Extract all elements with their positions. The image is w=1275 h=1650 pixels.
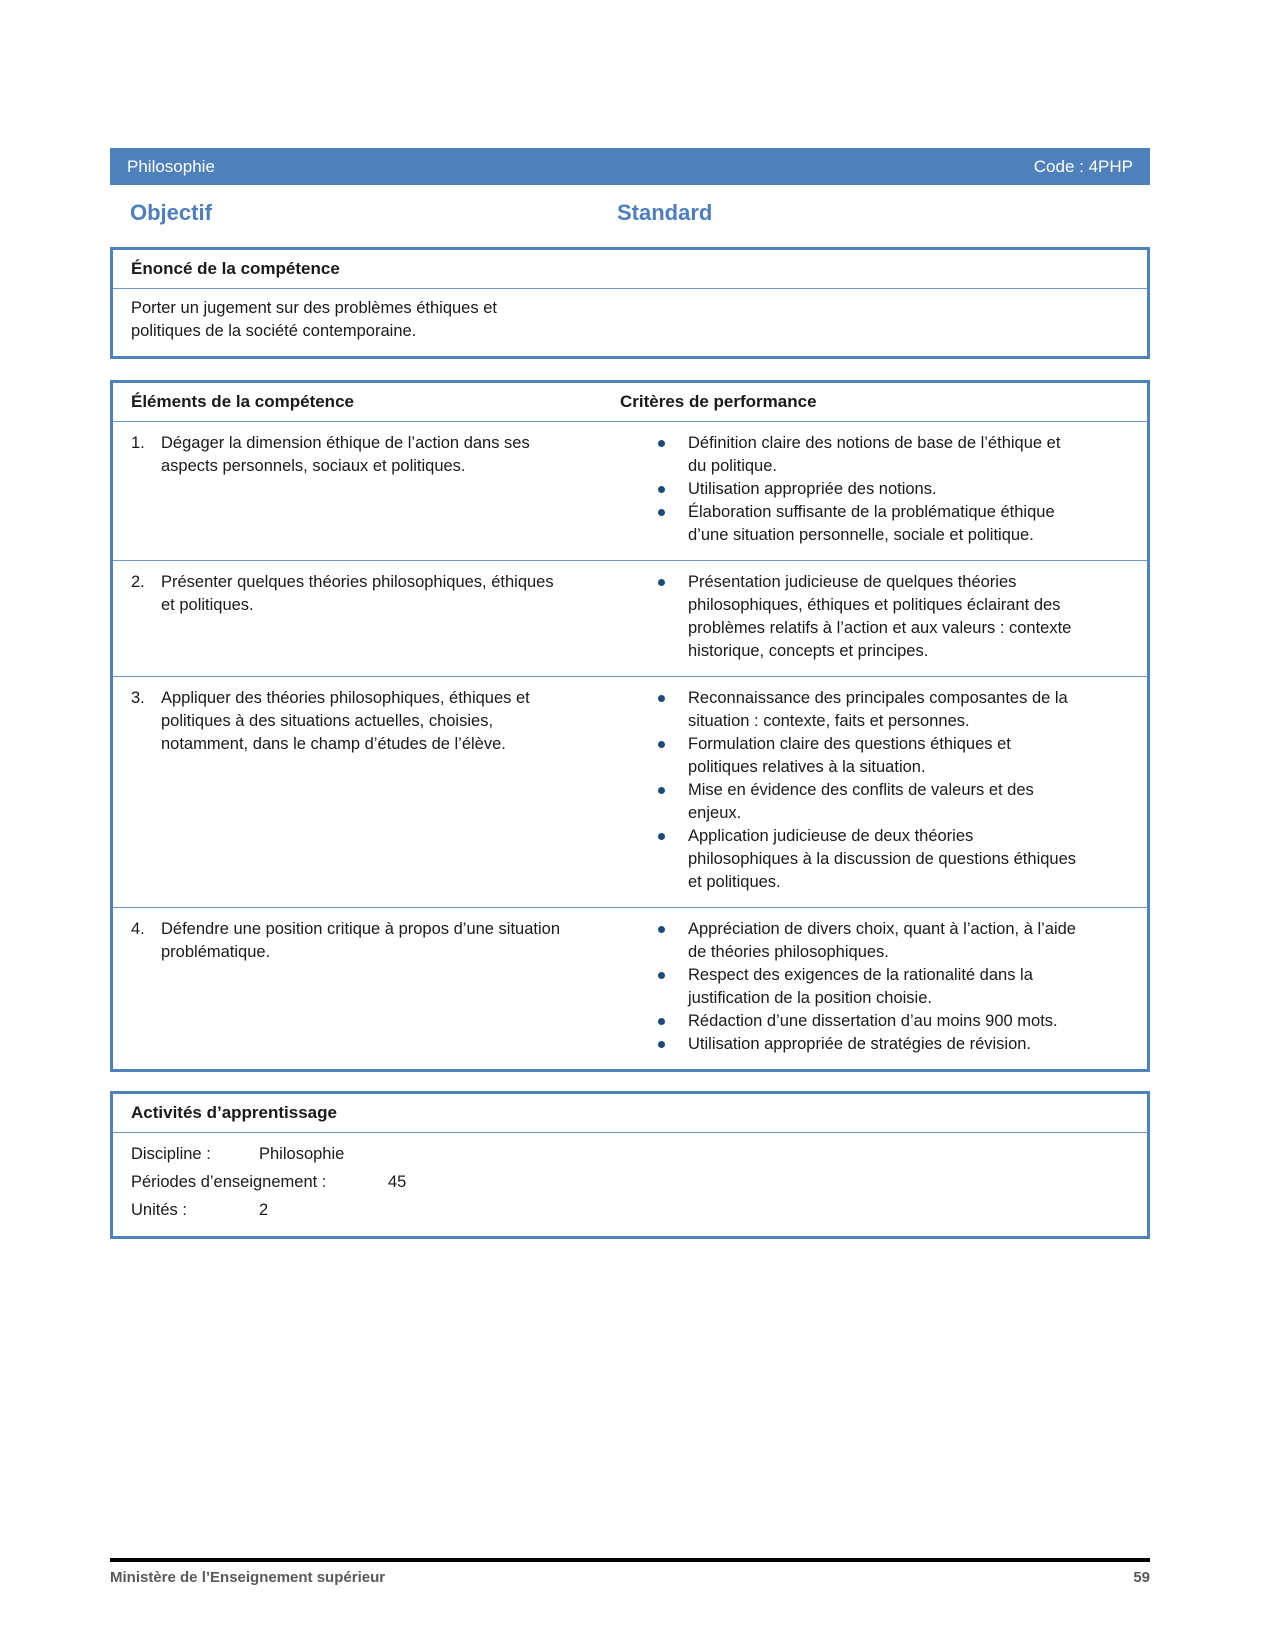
criteria-item <box>658 779 1147 825</box>
element-cell <box>113 687 583 894</box>
heading-objectif: Objectif <box>130 200 212 225</box>
enonce-body <box>113 289 1147 356</box>
criteria-list <box>583 432 1147 547</box>
criteria-item <box>658 733 1147 779</box>
criteria-item <box>658 1033 1147 1056</box>
criteria-item <box>658 571 1147 663</box>
element-number: 1. <box>131 434 145 452</box>
criteria-text: Définition claire des notions de base de l’éthique et du politique. <box>688 434 1061 475</box>
bullet-icon <box>658 579 665 586</box>
criteria-text: Reconnaissance des principales composantes de la situation : contexte, faits et personnes. <box>688 689 1068 730</box>
criteria-list <box>583 571 1147 663</box>
column-header-criteres: Critères de performance <box>620 392 817 411</box>
criteria-item <box>658 964 1147 1010</box>
enonce-text: Porter un jugement sur des problèmes éthiques et politiques de la société contemporaine. <box>131 299 497 340</box>
footer-ministry: Ministère de l’Enseignement supérieur <box>110 1569 386 1586</box>
meta-value: Philosophie <box>259 1145 345 1163</box>
meta-row-periodes <box>131 1168 1129 1196</box>
criteria-text: Présentation judicieuse de quelques théories philosophiques, éthiques et politiques éclairant des problèmes relatifs à l’action et aux valeurs : contexte historique, concepts et principes. <box>688 573 1072 660</box>
footer-page-number: 59 <box>1133 1569 1150 1586</box>
element-number: 4. <box>131 920 145 938</box>
table-row <box>113 676 1147 907</box>
bullet-icon <box>658 1018 665 1025</box>
criteria-item <box>658 918 1147 964</box>
competence-table <box>110 380 1150 1072</box>
bullet-icon <box>658 972 665 979</box>
bullet-icon <box>658 787 665 794</box>
criteria-list <box>583 918 1147 1056</box>
criteria-text: Respect des exigences de la rationalité dans la justification de la position choisie. <box>688 966 1033 1007</box>
criteria-text: Élaboration suffisante de la problématique éthique d’une situation personnelle, sociale et politique. <box>688 503 1055 544</box>
criteria-item <box>658 432 1147 478</box>
bullet-icon <box>658 509 665 516</box>
column-header-elements: Éléments de la compétence <box>131 392 354 411</box>
criteria-text: Application judicieuse de deux théories philosophiques à la discussion de questions éthiques et politiques. <box>688 827 1077 891</box>
element-text: Défendre une position critique à propos d’une situation problématique. <box>161 920 561 961</box>
criteria-text: Utilisation appropriée de stratégies de révision. <box>688 1035 1032 1053</box>
column-headings <box>110 200 1150 232</box>
bullet-icon <box>658 926 665 933</box>
activites-apprentissage-box <box>110 1091 1150 1239</box>
enonce-title: Énoncé de la compétence <box>113 250 1147 289</box>
activites-body <box>113 1133 1147 1236</box>
meta-row-unites <box>131 1196 1129 1224</box>
criteria-text: Formulation claire des questions éthiques et politiques relatives à la situation. <box>688 735 1011 776</box>
bullet-icon <box>658 833 665 840</box>
element-number: 2. <box>131 573 145 591</box>
bullet-icon <box>658 486 665 493</box>
course-code: Code : 4PHP <box>1033 156 1133 176</box>
criteria-text: Utilisation appropriée des notions. <box>688 480 937 498</box>
element-text: Appliquer des théories philosophiques, éthiques et politiques à des situations actuelles, choisies, notamment, dans le champ d’études de l’élève. <box>161 689 530 753</box>
page-footer <box>110 1558 1150 1586</box>
criteria-item <box>658 501 1147 547</box>
competence-table-header <box>113 383 1147 422</box>
meta-label: Périodes d’enseignement : <box>131 1173 327 1191</box>
criteria-item <box>658 1010 1147 1033</box>
heading-standard: Standard <box>617 200 713 225</box>
criteria-list <box>583 687 1147 894</box>
meta-row-discipline <box>131 1140 1129 1168</box>
bullet-icon <box>658 440 665 447</box>
element-cell <box>113 571 583 663</box>
meta-value: 45 <box>388 1173 407 1191</box>
bullet-icon <box>658 741 665 748</box>
criteria-text: Mise en évidence des conflits de valeurs et des enjeux. <box>688 781 1034 822</box>
bullet-icon <box>658 1041 665 1048</box>
course-title: Philosophie <box>127 156 215 176</box>
bullet-icon <box>658 695 665 702</box>
course-header-bar <box>110 148 1150 185</box>
criteria-item <box>658 825 1147 894</box>
enonce-competence-box <box>110 247 1150 359</box>
element-number: 3. <box>131 689 145 707</box>
meta-label: Unités : <box>131 1201 187 1219</box>
element-cell <box>113 432 583 547</box>
table-row <box>113 422 1147 560</box>
table-row <box>113 560 1147 676</box>
meta-value: 2 <box>259 1201 269 1219</box>
element-text: Présenter quelques théories philosophiques, éthiques et politiques. <box>161 573 554 614</box>
criteria-text: Appréciation de divers choix, quant à l’action, à l’aide de théories philosophiques. <box>688 920 1076 961</box>
criteria-text: Rédaction d’une dissertation d’au moins 900 mots. <box>688 1012 1058 1030</box>
activites-title: Activités d’apprentissage <box>113 1094 1147 1133</box>
element-cell <box>113 918 583 1056</box>
table-row <box>113 907 1147 1069</box>
element-text: Dégager la dimension éthique de l’action dans ses aspects personnels, sociaux et politiques. <box>161 434 530 475</box>
meta-label: Discipline : <box>131 1145 211 1163</box>
criteria-item <box>658 687 1147 733</box>
criteria-item <box>658 478 1147 501</box>
